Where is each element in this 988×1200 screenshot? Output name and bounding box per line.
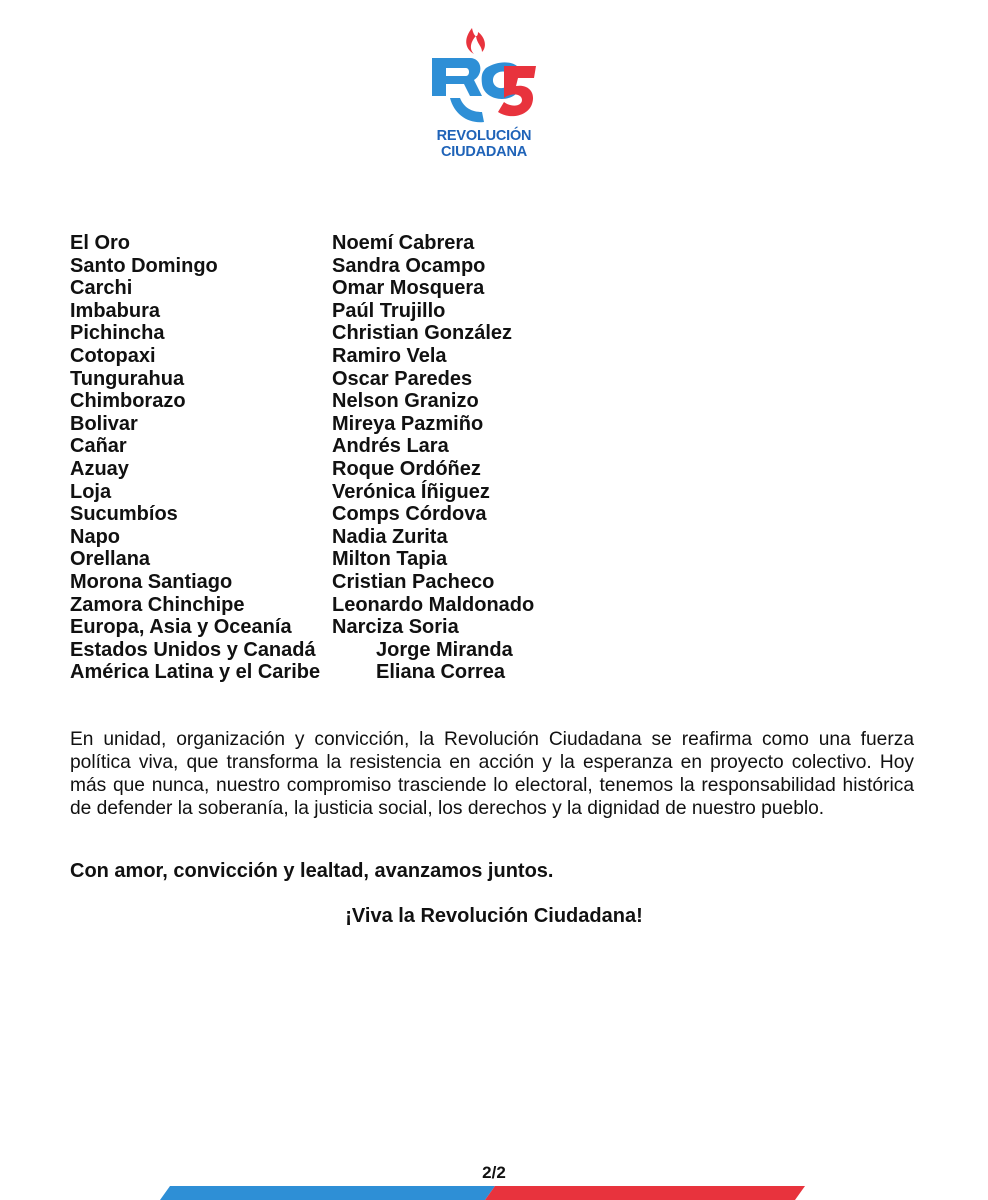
person-name: Oscar Paredes — [332, 367, 473, 390]
person-name: Eliana Correa — [376, 661, 505, 684]
person-name: Omar Mosquera — [332, 277, 485, 300]
logo-wordmark — [404, 128, 564, 160]
person-name: Andrés Lara — [332, 435, 449, 458]
assignment-row — [70, 435, 930, 458]
province-label: Chimborazo — [70, 390, 186, 413]
footer-stripe-red — [485, 1186, 805, 1200]
person-name: Noemí Cabrera — [332, 232, 475, 254]
assignment-row — [70, 481, 930, 504]
assignment-row — [70, 616, 930, 639]
logo-line-1: REVOLUCIÓN — [436, 128, 532, 144]
province-label: Bolivar — [70, 412, 138, 435]
person-name: Verónica Íñiguez — [332, 480, 490, 503]
closing-line: Con amor, convicción y lealtad, avanzamos juntos. — [70, 860, 554, 882]
province-label: Morona Santiago — [70, 570, 233, 593]
footer-stripe — [0, 1186, 988, 1200]
closing-cheer: ¡Viva la Revolución Ciudadana! — [345, 905, 643, 927]
province-label: Orellana — [70, 548, 151, 571]
assignment-row — [70, 390, 930, 413]
province-label: Loja — [70, 480, 112, 503]
assignment-row — [70, 277, 930, 300]
person-name: Mireya Pazmiño — [332, 412, 484, 435]
province-label: Napo — [70, 525, 120, 548]
province-label: Tungurahua — [70, 367, 185, 390]
assignment-row — [70, 322, 930, 345]
person-name: Comps Córdova — [332, 503, 487, 526]
province-label: Imbabura — [70, 299, 161, 322]
logo-figure-shape — [450, 98, 484, 122]
assignments-list — [70, 232, 930, 684]
person-name: Roque Ordóñez — [332, 457, 481, 480]
person-name: Christian González — [332, 322, 513, 345]
footer-stripe-blue — [160, 1186, 495, 1200]
assignment-row — [70, 345, 930, 368]
person-name: Nelson Granizo — [332, 390, 479, 413]
logo-line-2: CIUDADANA — [440, 144, 527, 160]
province-label: Sucumbíos — [70, 503, 178, 526]
person-name: Milton Tapia — [332, 548, 448, 571]
assignment-row — [70, 661, 930, 684]
assignment-row — [70, 526, 930, 549]
assignment-row — [70, 368, 930, 391]
province-label: Cotopaxi — [70, 344, 156, 367]
province-label: Estados Unidos y Canadá — [70, 638, 316, 661]
assignment-row — [70, 594, 930, 617]
assignment-row — [70, 548, 930, 571]
assignment-row — [70, 413, 930, 436]
province-label: Santo Domingo — [70, 254, 218, 277]
province-label: Europa, Asia y Oceanía — [70, 616, 292, 639]
logo-r-shape — [432, 58, 482, 96]
person-name: Ramiro Vela — [332, 344, 447, 367]
assignment-row — [70, 300, 930, 323]
province-label: Zamora Chinchipe — [70, 593, 245, 616]
province-label: América Latina y el Caribe — [70, 661, 321, 684]
assignment-row — [70, 232, 930, 255]
person-name: Sandra Ocampo — [332, 254, 486, 277]
page-number: 2/2 — [482, 1163, 506, 1182]
assignment-row — [70, 503, 930, 526]
assignment-row — [70, 255, 930, 278]
person-name: Leonardo Maldonado — [332, 593, 535, 616]
assignment-row — [70, 458, 930, 481]
flame-icon — [466, 28, 485, 54]
person-name: Narciza Soria — [332, 616, 459, 639]
assignment-row — [70, 571, 930, 594]
person-name: Nadia Zurita — [332, 525, 448, 548]
province-label: Carchi — [70, 277, 133, 300]
province-label: El Oro — [70, 232, 131, 254]
person-name: Jorge Miranda — [376, 638, 513, 661]
statement-paragraph: En unidad, organización y convicción, la Revolución Ciudadana se reafirma como una fuerza política viva, que transforma la resistencia en acción y la esperanza en proyecto colectivo. Hoy más que nunca, nuestro compromiso trasciende lo electoral, tenemos la responsabilidad histórica de defender la soberanía, la justicia social, los derechos y la dignidad de nuestro pueblo. — [70, 729, 914, 819]
province-label: Azuay — [70, 457, 129, 480]
province-label: Cañar — [70, 435, 127, 458]
person-name: Paúl Trujillo — [332, 299, 446, 322]
assignment-row — [70, 639, 930, 662]
person-name: Cristian Pacheco — [332, 570, 495, 593]
province-label: Pichincha — [70, 322, 165, 345]
